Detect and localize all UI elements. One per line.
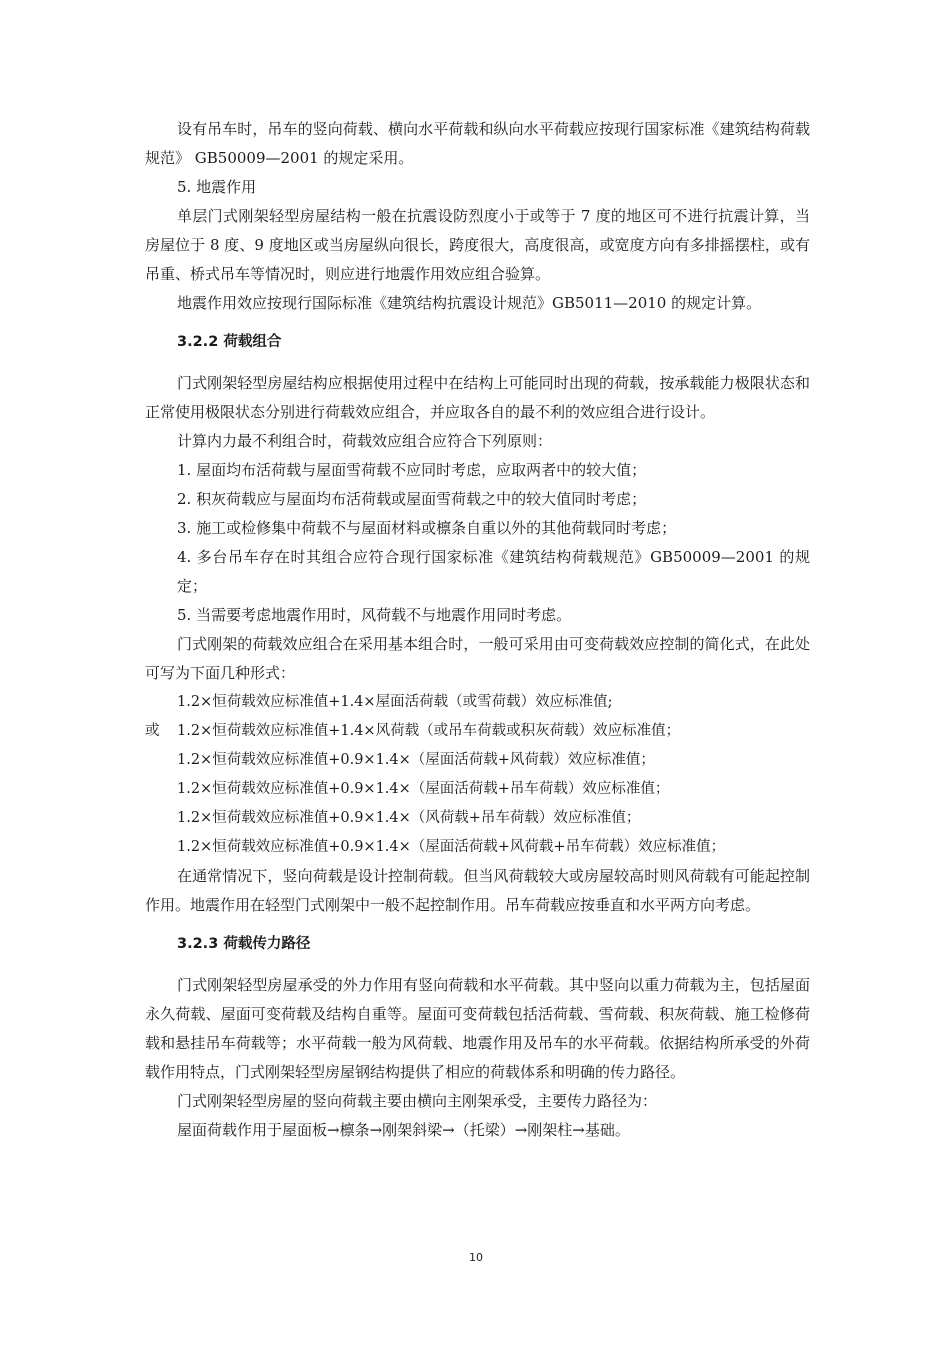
rule-item-1: 1. 屋面均布活荷载与屋面雪荷载不应同时考虑，应取两者中的较大值；: [177, 461, 647, 479]
formula-3: 1.2×恒荷载效应标准值+0.9×1.4×（屋面活荷载+风荷载）效应标准值；: [177, 752, 655, 768]
paragraph-combo-intro: 门式刚架的荷载效应组合在采用基本组合时，一般可采用由可变荷载效应控制的简化式，在此处可写为下面几种形式：: [145, 635, 810, 682]
formula-2: [145, 717, 810, 746]
seismic-subtitle: 5. 地震作用: [177, 178, 257, 196]
formula-6: 1.2×恒荷载效应标准值+0.9×1.4×（屋面活荷载+风荷载+吊车荷载）效应标准值；: [177, 839, 726, 855]
formula-2-text: 1.2×恒荷载效应标准值+1.4×风荷载（或吊车荷载或积灰荷载）效应标准值；: [177, 723, 681, 739]
section-heading-3-2-3: 3.2.3 荷载传力路径: [177, 936, 311, 952]
formula-4: 1.2×恒荷载效应标准值+0.9×1.4×（屋面活荷载+吊车荷载）效应标准值；: [177, 781, 670, 797]
paragraph-load-path-2: 门式刚架轻型房屋的竖向荷载主要由横向主刚架承受，主要传力路径为：: [177, 1092, 658, 1110]
rule-item-2: 2. 积灰荷载应与屋面均布活荷载或屋面雪荷载之中的较大值同时考虑；: [177, 490, 647, 508]
or-label: 或: [145, 723, 160, 739]
paragraph-seismic-2: 地震作用效应按现行国际标准《建筑结构抗震设计规范》GB5011—2010 的规定计算。: [177, 294, 762, 312]
paragraph-seismic-1: 单层门式刚架轻型房屋结构一般在抗震设防烈度小于或等于 7 度的地区可不进行抗震计算，当房屋位于 8 度、9 度地区或当房屋纵向很长，跨度很大，高度很高，或宽度方向有多排摇摆柱，或有吊重、桥式吊车等情况时，则应进行地震作用效应组合验算。: [145, 207, 810, 283]
page-number: 10: [469, 1251, 483, 1264]
paragraph-combination-principles: 计算内力最不利组合时，荷载效应组合应符合下列原则：: [177, 432, 553, 450]
page-content: [145, 115, 810, 1145]
section-heading-3-2-2: 3.2.2 荷载组合: [177, 334, 282, 350]
formula-5: 1.2×恒荷载效应标准值+0.9×1.4×（风荷载+吊车荷载）效应标准值；: [177, 810, 641, 826]
rule-item-5: 5. 当需要考虑地震作用时，风荷载不与地震作用同时考虑。: [177, 606, 572, 624]
paragraph-control-loads: 在通常情况下，竖向荷载是设计控制荷载。但当风荷载较大或房屋较高时则风荷载有可能起控制作用。地震作用在轻型门式刚架中一般不起控制作用。吊车荷载应按垂直和水平两方向考虑。: [145, 867, 810, 914]
rule-item-4: 4. 多台吊车存在时其组合应符合现行国家标准《建筑结构荷载规范》GB50009—2001 的规定；: [177, 548, 810, 595]
paragraph-crane-loads: 设有吊车时，吊车的竖向荷载、横向水平荷载和纵向水平荷载应按现行国家标准《建筑结构荷载规范》 GB50009—2001 的规定采用。: [145, 120, 810, 167]
paragraph-load-path-3: 屋面荷载作用于屋面板→檩条→刚架斜梁→（托梁）→刚架柱→基础。: [177, 1121, 630, 1139]
paragraph-load-path-1: 门式刚架轻型房屋承受的外力作用有竖向荷载和水平荷载。其中竖向以重力荷载为主，包括屋面永久荷载、屋面可变荷载及结构自重等。屋面可变荷载包括活荷载、雪荷载、积灰荷载、施工检修荷载和悬挂吊车荷载等；水平荷载一般为风荷载、地震作用及吊车的水平荷载。依据结构所承受的外荷载作用特点，门式刚架轻型房屋钢结构提供了相应的荷载体系和明确的传力路径。: [145, 976, 810, 1081]
rule-item-3: 3. 施工或检修集中荷载不与屋面材料或檩条自重以外的其他荷载同时考虑；: [177, 519, 677, 537]
paragraph-load-combination: 门式刚架轻型房屋结构应根据使用过程中在结构上可能同时出现的荷载，按承载能力极限状态和正常使用极限状态分别进行荷载效应组合，并应取各自的最不利的效应组合进行设计。: [145, 374, 810, 421]
formula-1: 1.2×恒荷载效应标准值+1.4×屋面活荷载（或雪荷载）效应标准值;: [177, 694, 613, 710]
